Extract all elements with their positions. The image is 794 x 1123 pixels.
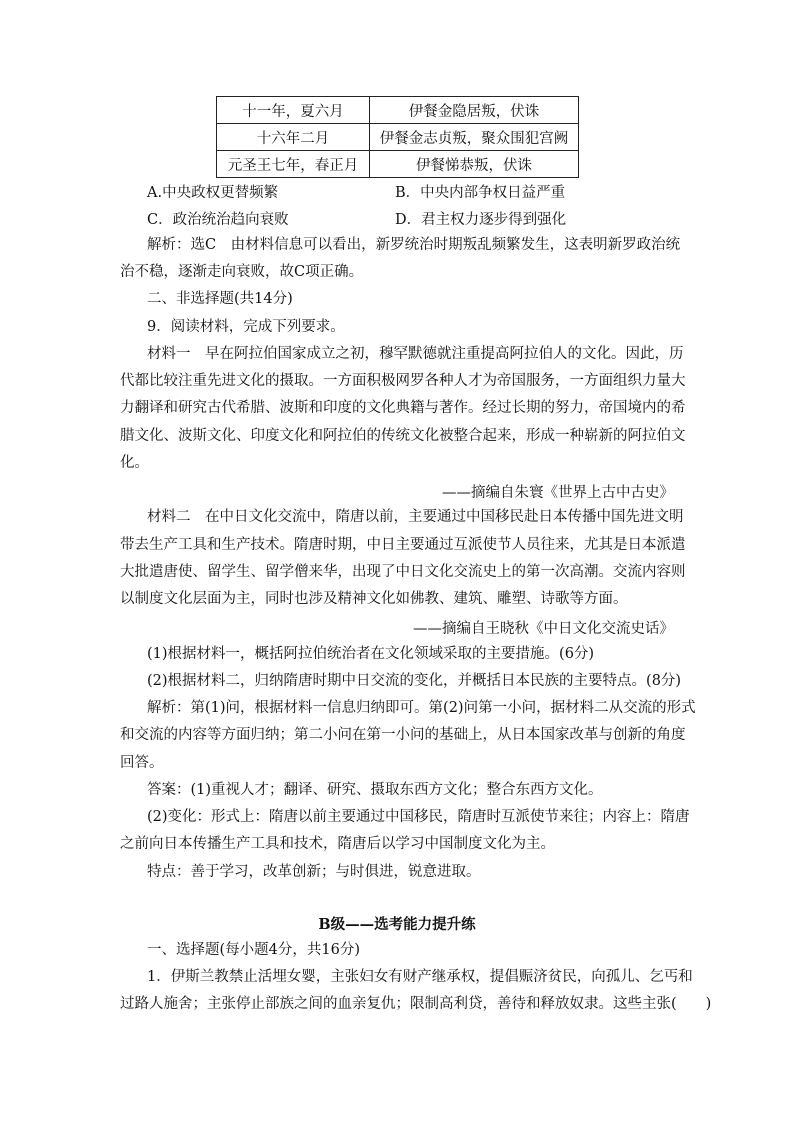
material-two-line: 以制度文化层面为主，同时也涉及精神文化如佛教、建筑、雕塑、诗歌等方面。: [120, 591, 628, 607]
material-one-line: 代都比较注重先进文化的摄取。一方面积极网罗各种人才为帝国服务，一方面组织力量大: [120, 373, 686, 389]
question-1-line: 1．伊斯兰教禁止活埋女婴，主张妇女有财产继承权，提倡赈济贫民，向孤儿、乞丐和: [147, 969, 693, 985]
analysis-line: 解析：选C 由材料信息可以看出，新罗统治时期叛乱频繁发生，这表明新罗政治统: [147, 237, 681, 253]
material-one-line: 腊文化、波斯文化、印度文化和阿拉伯的传统文化被整合起来，形成一种崭新的阿拉伯文: [120, 428, 686, 444]
table-row: [217, 124, 579, 151]
table-cell: 十一年，夏六月: [217, 97, 370, 124]
section-heading: 二、非选择题(共14分): [147, 291, 293, 307]
table-cell: 伊餐金志贞叛，聚众围犯宫阙: [370, 124, 579, 151]
answer-line: 之前向日本传播生产工具和技术，隋唐后以学习中国制度文化为主。: [120, 836, 555, 852]
section-b-subheading: 一、选择题(每小题4分，共16分): [147, 942, 360, 958]
material-two-line: 带去生产工具和生产技术。隋唐时期，中日主要通过互派使节人员往来，尤其是日本派遣: [120, 537, 686, 553]
answer-line: 特点：善于学习，改革创新；与时俱进，锐意进取。: [147, 864, 481, 880]
section-b-title: B级——选考能力提升练: [318, 916, 476, 933]
material-one-source: ——摘编自朱寰《世界上古中古史》: [442, 485, 674, 501]
table-cell: 伊餐金隐居叛，伏诛: [370, 97, 579, 124]
material-one-line: 材料一 早在阿拉伯国家成立之初，穆罕默德就注重提高阿拉伯人的文化。因此，历: [147, 346, 684, 362]
option-b: B．中央内部争权日益严重: [395, 185, 566, 201]
table-row: [217, 97, 579, 124]
analysis-line: 回答。: [120, 755, 164, 771]
material-one-line: 力翻译和研究古代希腊、波斯和印度的文化典籍与著作。经过长期的努力，帝国境内的希: [120, 400, 686, 416]
answer-line: 答案：(1)重视人才；翻译、研究、摄取东西方文化；整合东西方文化。: [147, 782, 603, 798]
option-c: C．政治统治趋向衰败: [147, 212, 289, 228]
table-cell: 伊餐悌恭叛，伏诛: [370, 151, 579, 178]
requirement-1: (1)根据材料一，概括阿拉伯统治者在文化领域采取的主要措施。(6分): [147, 646, 595, 662]
analysis-line: 和交流的内容等方面归纳；第二小问在第一小问的基础上，从日本国家改革与创新的角度: [120, 727, 686, 743]
material-one-line: 化。: [120, 455, 149, 471]
material-two-source: ——摘编自王晓秋《中日文化交流史话》: [413, 621, 674, 637]
analysis-line: 解析：第(1)问，根据材料一信息归纳即可。第(2)问第一小问，据材料二从交流的形式: [147, 700, 696, 716]
analysis-line: 治不稳，逐渐走向衰败，故C项正确。: [120, 264, 364, 280]
question-1-line: 过路人施舍；主张停止部族之间的血亲复仇；限制高利贷，善待和释放奴隶。这些主张( ): [120, 996, 712, 1012]
source-table: [216, 96, 579, 178]
material-two-line: 大批遣唐使、留学生、留学僧来华，出现了中日文化交流史上的第一次高潮。交流内容则: [120, 564, 686, 580]
table-row: [217, 151, 579, 178]
material-two-line: 材料二 在中日文化交流中，隋唐以前，主要通过中国移民赴日本传播中国先进文明: [147, 509, 684, 525]
question-stem: 9．阅读材料，完成下列要求。: [147, 319, 345, 335]
answer-line: (2)变化：形式上：隋唐以前主要通过中国移民，隋唐时互派使节来往；内容上：隋唐: [147, 809, 690, 825]
option-d: D．君主权力逐步得到强化: [395, 212, 567, 228]
requirement-2: (2)根据材料二，归纳隋唐时期中日交流的变化，并概括日本民族的主要特点。(8分): [147, 673, 682, 689]
table-cell: 元圣王七年，春正月: [217, 151, 370, 178]
option-a: A.中央政权更替频繁: [147, 185, 279, 201]
table-cell: 十六年二月: [217, 124, 370, 151]
